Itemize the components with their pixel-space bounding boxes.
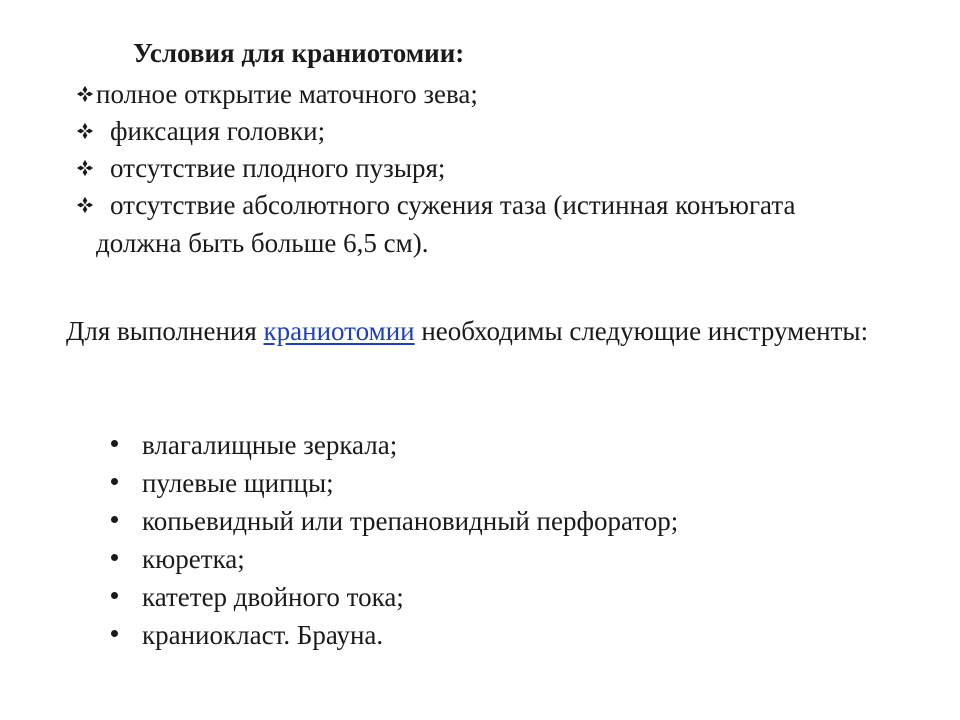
instrument-text: краниокласт. Брауна. [142, 620, 384, 650]
condition-text: отсутствие абсолютного сужения таза (истинная конъюгата [110, 190, 796, 220]
intro-text: Для выполнения [66, 316, 264, 346]
instrument-text: кюретка; [142, 544, 245, 574]
list-item [76, 150, 946, 187]
list-item [108, 426, 678, 464]
slide-heading: Условия для краниотомии: [133, 38, 465, 68]
bullet-icon [111, 554, 118, 561]
instrument-text: пулевые щипцы; [142, 468, 334, 498]
list-item [76, 187, 946, 262]
list-item [108, 540, 678, 578]
list-item [108, 578, 678, 616]
bullet-icon [111, 478, 118, 485]
condition-text-block [96, 187, 796, 262]
bullet-icon [111, 516, 118, 523]
bullet-icon [111, 440, 118, 447]
craniotomy-link[interactable]: краниотомии [263, 316, 415, 346]
instruments-list [108, 426, 678, 654]
list-item [108, 464, 678, 502]
list-item [76, 76, 946, 113]
condition-text: отсутствие плодного пузыря; [110, 153, 446, 183]
condition-text: фиксация головки; [110, 116, 326, 146]
diamond-bullet-icon [76, 196, 94, 214]
instrument-text: катетер двойного тока; [142, 582, 404, 612]
condition-text: полное открытие маточного зева; [96, 79, 478, 109]
instrument-text: влагалищные зеркала; [142, 430, 398, 460]
instrument-text: копьевидный или трепановидный перфоратор; [142, 506, 679, 536]
diamond-bullet-icon [76, 122, 94, 140]
list-item [108, 502, 678, 540]
condition-continuation: должна быть больше 6,5 см). [96, 228, 429, 258]
instruments-intro [66, 313, 886, 350]
diamond-bullet-icon [76, 159, 94, 177]
diamond-bullet-icon [76, 85, 94, 103]
list-item [76, 113, 946, 150]
list-item [108, 616, 678, 654]
bullet-icon [111, 630, 118, 637]
conditions-list [76, 76, 946, 262]
bullet-icon [111, 592, 118, 599]
intro-text: необходимы следующие инструменты: [414, 316, 869, 346]
